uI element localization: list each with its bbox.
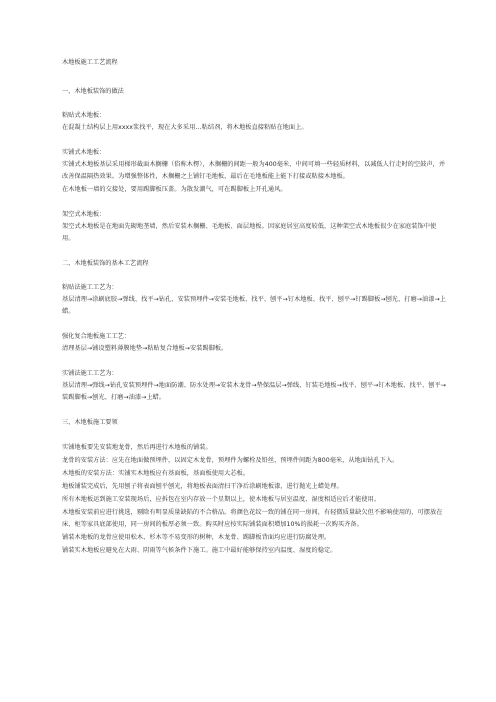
block-subheading: 架空式木地板：: [62, 211, 106, 218]
paragraph: 地板铺装完成后，先用刨子将表面刨平刨光，将地板表面清扫干净后涂刷地板漆，进行抛光上蜡处理。: [62, 483, 343, 490]
paragraph: 木地板的安装方法：实铺实木地板应有基面板，基面板使用大芯板。: [62, 470, 250, 477]
content-block: [62, 148, 448, 196]
paragraph: 在混凝土结构层上用xxxx浆找平，现在大多采用…粘结剂，将木地板直接粘贴在地面上。: [62, 124, 308, 131]
block-subheading: 强化复合地板施工工艺：: [62, 333, 131, 340]
section-heading: 三、木地板施工要领: [62, 419, 118, 426]
content-block: [62, 332, 448, 355]
paragraph: 架空式木地板是在地面先砌地垄墙，然后安装木搁栅、毛地板、面层地板。因家庭居室高度较低，这种架空式木地板很少在家庭装饰中使用。: [62, 223, 437, 242]
paragraph: 铺装实木地板应避免在大雨、阴雨等气候条件下施工。施工中最好能够保持室内温度、湿度的稳定。: [62, 547, 337, 554]
block-subheading: 实铺法施工工艺为：: [62, 370, 118, 377]
paragraph: 木地板安装前应进行挑选，剔除有明显质量缺陷的不合格品。将颜色花纹一致的铺在同一房间，有轻微质量缺欠但不影响使用的，可摆放在床、柜等家具底部使用，同一房间的板厚必须一致。购买时应按实际铺装面积增加10%的损耗一次购买齐备。: [62, 509, 443, 528]
content-block: [62, 111, 448, 134]
paragraph: 基层清理→弹线→钻孔安装预埋件→地面防潮、防水处理→安装木龙骨→垫保温层→弹线、钉装毛地板→找平、刨平→钉木地板、找平、刨平→装踢脚板→刨光、打磨→油漆→上蜡。: [62, 382, 446, 401]
section-heading: 一、木地板装饰的做法: [62, 88, 124, 95]
block-subheading: 粘贴法施工工艺为：: [62, 284, 118, 291]
paragraph: 所有木地板运到施工安装现场后，应拆包在室内存放一个星期以上，使木地板与居室温度、湿度相适应后才能使用。: [62, 496, 381, 503]
content-block: [62, 210, 448, 245]
paragraph: 基层清理→涂刷底胶→弹线、找平→钻孔、安装预埋件→安装毛地板、找平、刨平→钉木地板、找平、刨平→钉踢脚板→刨光、打磨→油漆→上蜡。: [62, 296, 446, 315]
paragraph: 实铺式木地板基层采用梯形截面木搁栅（俗称木楞），木搁栅的间距一般为400毫米，中间可填一些轻质材料，以减低人行走时的空鼓声，并改善保温隔热效果。为增强整体性，木搁栅之上铺钉毛地板，最后在毛地板能上能下打接或粘接木地板。: [62, 161, 446, 180]
content-block: [62, 442, 448, 557]
paragraph: 铺装木地板的龙骨应使用松木、杉木等不易变形的树种，木龙骨、踢脚板背面均应进行防腐处理。: [62, 534, 331, 541]
paragraph: 清理基层→铺设塑料薄膜地垫→粘贴复合地板→安装踢脚板。: [62, 345, 228, 352]
block-subheading: 粘贴式木地板：: [62, 112, 106, 119]
paragraph: 在木地板一墙的交接处，要用踢脚板压盖。为散发潮气，可在踢脚板上开孔通风。: [62, 186, 287, 193]
content-block: [62, 369, 448, 404]
document-title: 木地板施工工艺流程: [62, 59, 118, 66]
block-subheading: 实铺式木地板：: [62, 149, 106, 156]
content-block: [62, 283, 448, 318]
paragraph: 实铺地板要先安装地龙骨，然后再进行木地板的铺装。: [62, 444, 212, 451]
paragraph: 龙骨的安装方法：应先在地面做预埋件，以固定木龙骨，预埋件为螺栓及铅丝，预埋件间距为800毫米，从地面钻孔下入。: [62, 457, 399, 464]
section-heading: 二、木地板装饰的基本工艺流程: [62, 260, 149, 267]
